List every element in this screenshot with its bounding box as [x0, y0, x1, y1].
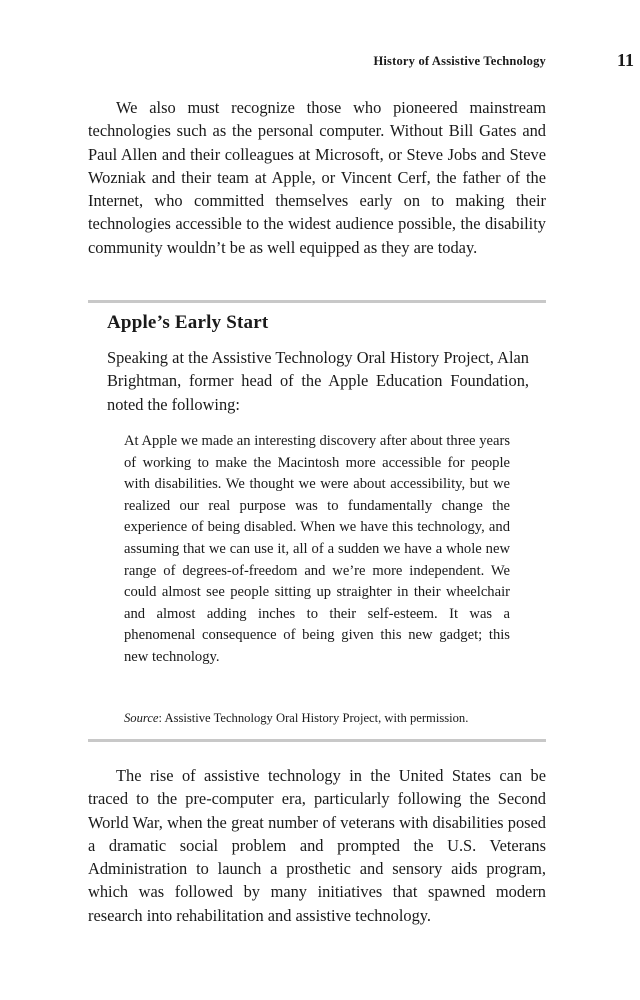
body-paragraph: The rise of assistive technology in the United States can be traced to the pre-computer era, particularly following the Second World War, when the great number of veterans with disabilities posed a dramatic social problem and prompted the U.S. Veterans Administration to launch a prosthetic and sensory aids program, which was followed by many initiatives that spawned modern research into rehabilitation and assistive technology.	[88, 766, 546, 925]
sidebar-bottom-rule	[88, 739, 546, 742]
source-note	[124, 710, 524, 726]
running-head	[88, 52, 634, 72]
source-text: : Assistive Technology Oral History Project, with permission.	[158, 711, 469, 725]
block-quote: At Apple we made an interesting discovery after about three years of working to make the Macintosh more accessible for people with disabilities. We thought we were about accessibility, but we realized our real purpose was to fundamentally change the experience of being disabled. When we have this technology, and assuming that we can use it, all of a sudden we have a whole new range of degrees-of-freedom and we’re more independent. We could almost see people sitting up straighter in their wheelchair and almost adding inches to their self-esteem. It was a phenomenal consequence of being given this new gadget; this new technology.	[124, 433, 510, 665]
body-paragraph: We also must recognize those who pioneered mainstream technologies such as the personal computer. Without Bill Gates and Paul Allen and their colleagues at Microsoft, or Steve Jobs and Steve Wozniak and their team at Apple, or Vincent Cerf, the father of the Internet, who committed themselves early on to making their technologies accessible to the widest audience possible, the disability community wouldn’t be as well equipped as they are today.	[88, 98, 546, 257]
source-label: Source	[124, 711, 159, 725]
sidebar-top-rule	[88, 300, 546, 303]
sidebar-heading: Apple’s Early Start	[107, 312, 269, 333]
page-number: 11	[616, 50, 634, 70]
sidebar-intro: Speaking at the Assistive Technology Oral History Project, Alan Brightman, former head of the Apple Education Foundation, noted the following:	[107, 348, 529, 414]
running-title: History of Assistive Technology	[373, 54, 546, 68]
